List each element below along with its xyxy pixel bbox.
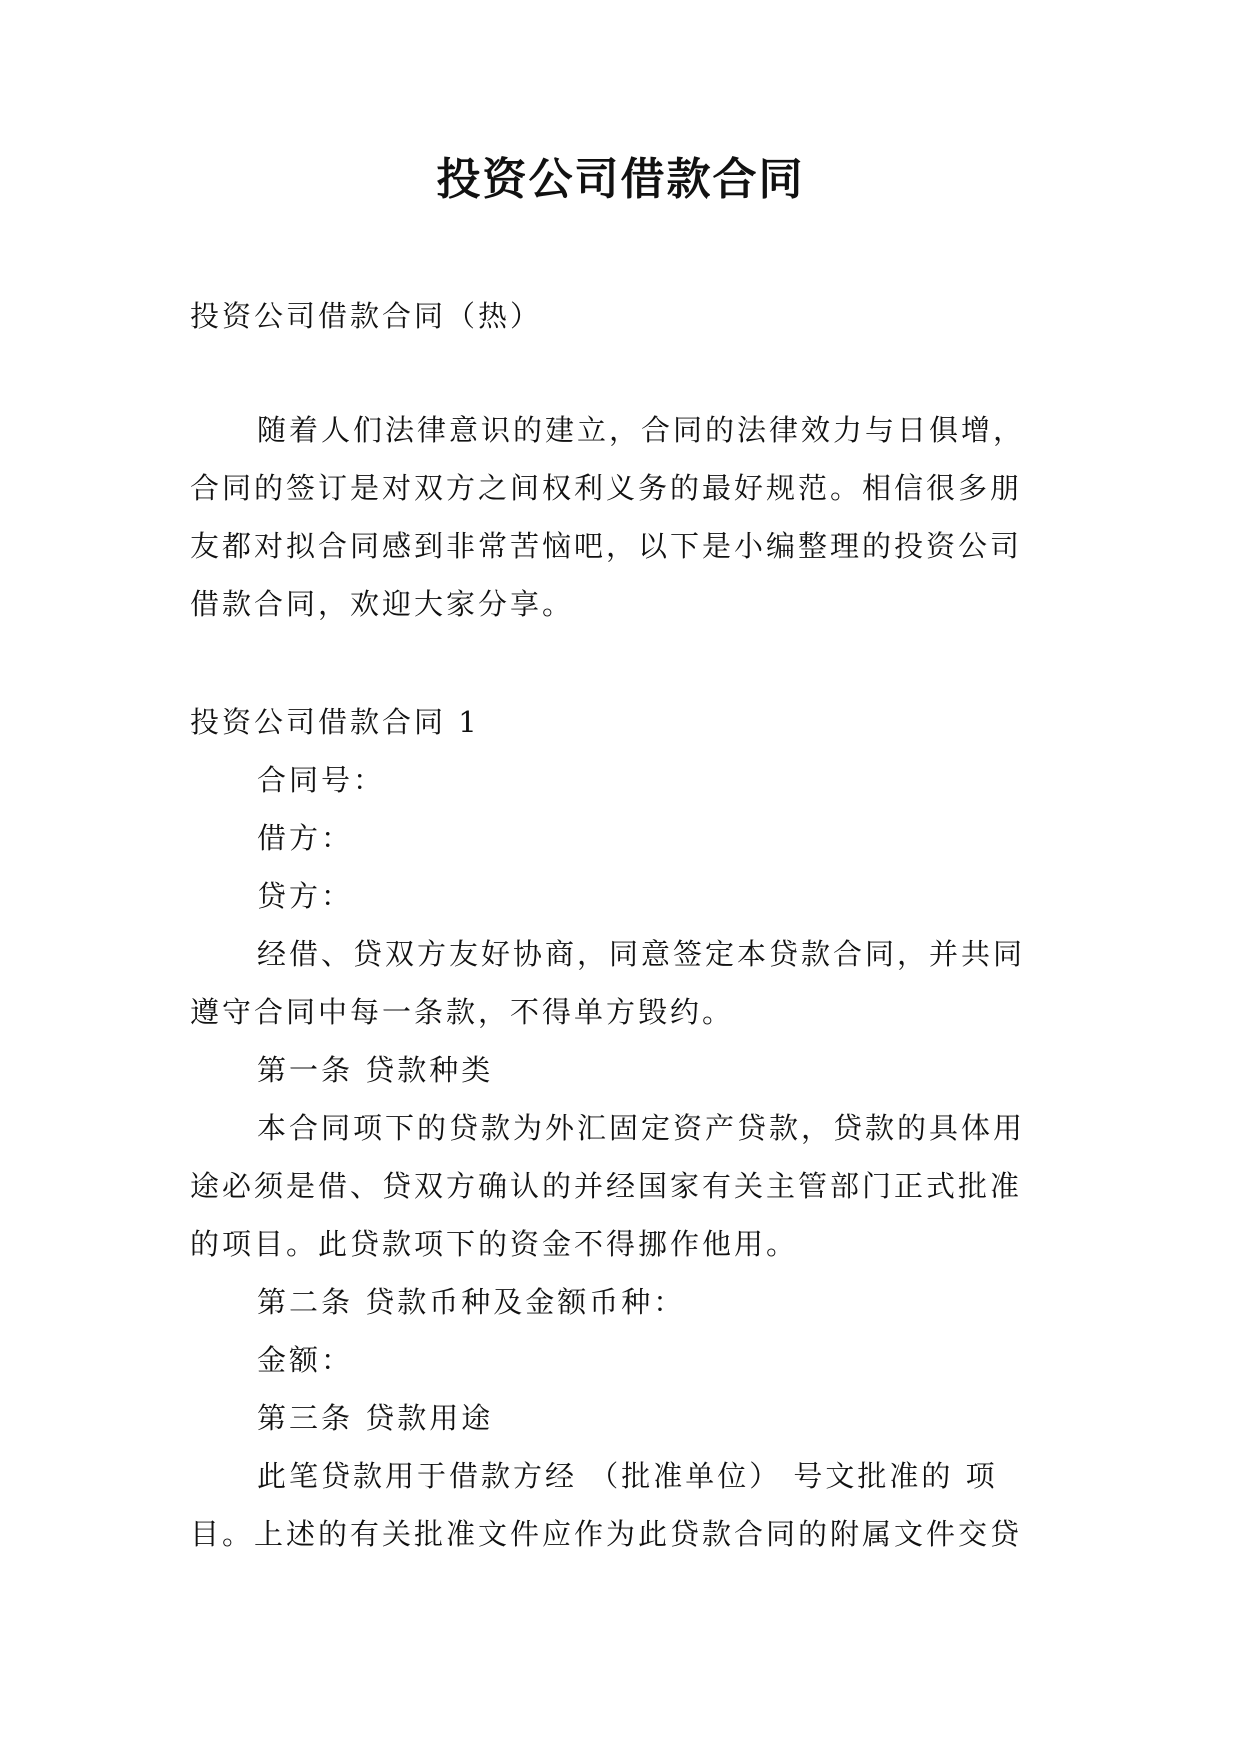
body-line: 此笔贷款用于借款方经 （批准单位） 号文批准的 项 (257, 1459, 998, 1493)
article-heading: 第三条 贷款用途 (257, 1401, 494, 1435)
body-line: 的项目。此贷款项下的资金不得挪作他用。 (190, 1227, 799, 1261)
borrower-field: 借方： (257, 821, 354, 855)
article-heading: 第一条 贷款种类 (257, 1053, 494, 1087)
body-line: 经借、贷双方友好协商，同意签定本贷款合同，并共同 (257, 937, 1026, 971)
body-line: 本合同项下的贷款为外汇固定资产贷款，贷款的具体用 (257, 1111, 1026, 1145)
body-line: 目。上述的有关批准文件应作为此贷款合同的附属文件交贷 (190, 1517, 1023, 1551)
document-title: 投资公司借款合同 (436, 154, 805, 205)
lender-field: 贷方： (257, 879, 354, 913)
body-line: 遵守合同中每一条款，不得单方毁约。 (190, 995, 735, 1029)
contract-number-field: 合同号： (257, 763, 386, 797)
intro-line: 借款合同，欢迎大家分享。 (190, 587, 575, 621)
article-heading: 第二条 贷款币种及金额币种： (257, 1285, 686, 1319)
intro-line: 随着人们法律意识的建立，合同的法律效力与日俱增， (257, 413, 1026, 447)
body-line: 途必须是借、贷双方确认的并经国家有关主管部门正式批准 (190, 1169, 1023, 1203)
intro-line: 友都对拟合同感到非常苦恼吧，以下是小编整理的投资公司 (190, 529, 1023, 563)
intro-line: 合同的签订是对双方之间权利义务的最好规范。相信很多朋 (190, 471, 1023, 505)
document-subtitle: 投资公司借款合同（热） (190, 299, 543, 333)
amount-field: 金额： (257, 1343, 354, 1377)
section-heading: 投资公司借款合同 1 (190, 705, 480, 739)
